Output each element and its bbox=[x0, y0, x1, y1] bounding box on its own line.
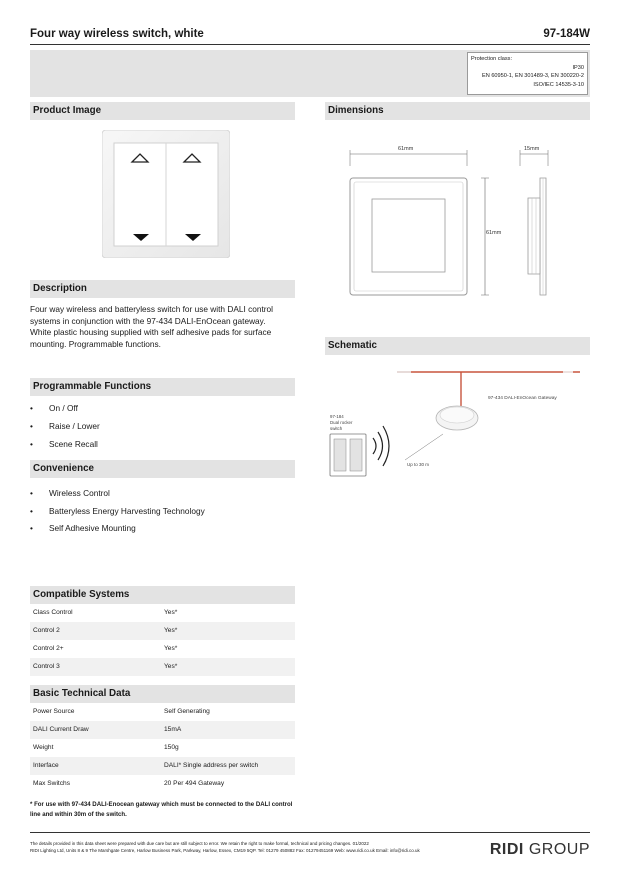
dim-width: 61mm bbox=[398, 146, 414, 152]
list-item: • Batteryless Energy Harvesting Technology bbox=[30, 506, 205, 516]
dim-depth: 15mm bbox=[524, 146, 540, 152]
footer-rule bbox=[30, 832, 590, 833]
table-row: Control 2 Yes* bbox=[30, 622, 295, 640]
dim-height: 61mm bbox=[486, 230, 502, 236]
description-line: Four way wireless and batteryless switch for use with DALI control bbox=[30, 304, 274, 314]
list-item: • Wireless Control bbox=[30, 488, 110, 498]
switch-illustration bbox=[102, 130, 230, 258]
table-row: Max Switchs 20 Per 494 Gateway bbox=[33, 780, 225, 787]
description-line: mounting. Programmable functions. bbox=[30, 338, 161, 349]
list-item: • Scene Recall bbox=[30, 439, 98, 449]
section-schematic: Schematic bbox=[325, 337, 590, 355]
protection-standards: EN 60950-1, EN 301489-3, EN 300220-2 bbox=[482, 73, 584, 79]
bullet-icon: • bbox=[30, 488, 33, 498]
section-description: Description bbox=[30, 280, 295, 298]
section-programmable-functions: Programmable Functions bbox=[30, 378, 295, 396]
description-text bbox=[30, 304, 300, 350]
protection-class: IP30 bbox=[572, 64, 584, 71]
range-label: Up to 30 m bbox=[407, 462, 430, 467]
list-item: • Raise / Lower bbox=[30, 421, 100, 431]
bullet-icon: • bbox=[30, 403, 33, 413]
table-row: Interface DALI* Single address per switch bbox=[30, 757, 295, 775]
table-row: Class Control Yes* bbox=[33, 609, 178, 616]
section-compatible-systems: Compatible Systems bbox=[30, 586, 295, 604]
header-rule bbox=[30, 44, 590, 45]
section-dimensions: Dimensions bbox=[325, 102, 590, 120]
list-item: • Self Adhesive Mounting bbox=[30, 523, 136, 533]
protection-label: Protection class: bbox=[471, 56, 513, 62]
footer-disclaimer: The details provided in this data sheet were prepared with due care but are still subject to error. We retain the right to make formal, technical and pricing changes. 01/2022 bbox=[30, 841, 369, 846]
dimensions-drawing bbox=[340, 136, 570, 301]
ridi-group-logo: RIDI GROUP bbox=[489, 841, 590, 858]
switch-label-3: switch bbox=[330, 426, 343, 431]
product-image bbox=[102, 130, 230, 258]
description-line: White plastic housing supplied with self adhesive pads for surface bbox=[30, 327, 272, 338]
list-item: • On / Off bbox=[30, 403, 78, 413]
bullet-icon: • bbox=[30, 421, 33, 431]
table-row: Weight 150g bbox=[33, 744, 179, 751]
footnote: * For use with 97-434 DALI-Enocean gateway which must be connected to the DALI control line and within 30m of the switch. bbox=[30, 801, 293, 818]
section-product-image: Product Image bbox=[30, 102, 295, 120]
section-technical-data: Basic Technical Data bbox=[30, 685, 295, 703]
description-line: systems in conjunction with the 97-434 DALI-EnOcean gateway. bbox=[30, 315, 266, 326]
protection-iso: ISO/IEC 14535-3-10 bbox=[533, 81, 584, 88]
bullet-icon: • bbox=[30, 506, 33, 516]
schematic-drawing bbox=[325, 362, 590, 482]
table-row: Power Source Self Generating bbox=[33, 708, 210, 715]
footer-address: RIDI Lighting Ltd, Units 8 & 9 The Marshgate Centre, Harlow Business Park, Parkway, Harlow, Essex, CM19 5QP. Tel: 01279 450882 Fax: 01279451169 Web: www.ridi.co.uk Email: info@ridi.co.uk bbox=[30, 848, 420, 853]
switch-label-2: Dual rocker bbox=[330, 420, 353, 425]
gateway-label: 97-434 DALI-EnOcean Gateway bbox=[488, 396, 557, 401]
table-row: Control 3 Yes* bbox=[30, 658, 295, 676]
bullet-icon: • bbox=[30, 439, 33, 449]
bullet-icon: • bbox=[30, 523, 33, 533]
protection-box bbox=[467, 52, 588, 95]
section-convenience: Convenience bbox=[30, 460, 295, 478]
table-row: DALI Current Draw 15mA bbox=[30, 721, 295, 739]
switch-label-1: 97-184 bbox=[330, 414, 344, 419]
document-title: Four way wireless switch, white bbox=[30, 28, 204, 40]
product-code: 97-184W bbox=[543, 28, 590, 40]
table-row: Control 2+ Yes* bbox=[33, 645, 178, 652]
